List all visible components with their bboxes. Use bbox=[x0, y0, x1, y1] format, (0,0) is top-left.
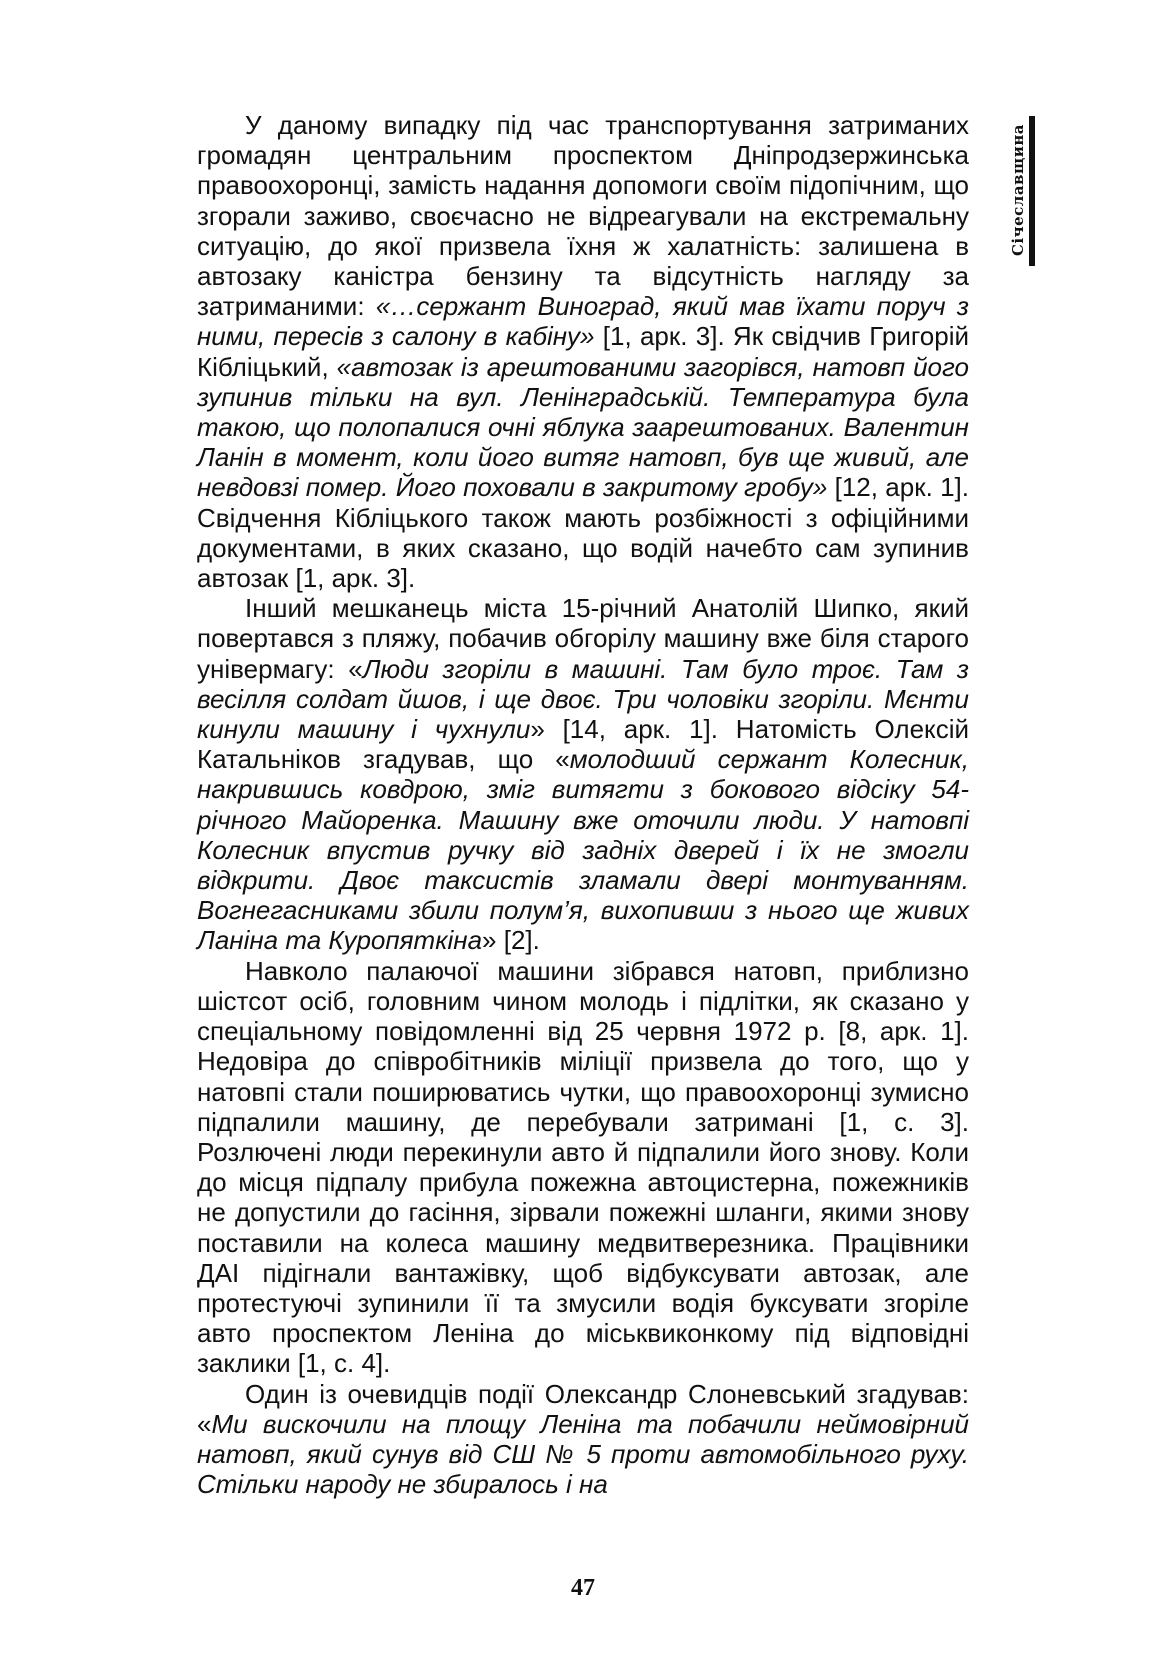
quote-run: «…сержант Виноград, який мав їхати поруч з ними, пересів з салону в кабіну» bbox=[197, 291, 970, 352]
text-run: » [2]. bbox=[482, 925, 540, 956]
text-run: Навколо палаючої машини зібрався натовп, приблизно шістсот осіб, головним чином молодь і підлітки, як сказано у спеціальному повідомленні від 25 червня 1972 р. [8, арк. 1]. Недовіра до співробітників міліції призвела до того, що у натовпі стали поширюватись чутки, що правоохоронці зумисно підпалили машину, де перебували затримані [1, с. 3]. Розлючені люди перекинули авто й підпалили його знову. Коли до місця підпалу прибула пожежна автоцистерна, пожежників не допустили до гасіння, зірвали пожежні шланги, якими знову поставили на колеса машину медвитверезника. Працівники ДАІ підігнали вантажівку, щоб відбуксувати автозак, але протестуючі зупинили її та змусили водія буксувати згоріле авто проспектом Леніна до міськвиконкому під відповідні заклики [1, с. 4]. bbox=[197, 955, 969, 1379]
page-number: 47 bbox=[571, 1575, 595, 1601]
quote-run: Ми вискочили на площу Леніна та побачили неймовірний натовп, який сунув від СШ № 5 проти автомобільного руху. Стільки народу не збиралось і на bbox=[197, 1408, 969, 1500]
text-run: [1, арк. 3]. Як свідчив Григорій Кібліцький, bbox=[197, 321, 969, 382]
article-body bbox=[197, 110, 969, 1499]
paragraph-4 bbox=[197, 1379, 969, 1500]
paragraph-2 bbox=[197, 593, 969, 955]
text-run: Один із очевидців події Олександр Слоневський згадував: « bbox=[197, 1378, 969, 1439]
quote-run: молодший сержант Колесник, накрившись ковдрою, зміг витягти з бокового відсіку 54-річного Майоренка. Машину вже оточили люди. У натовпі Колесник впустив ручку від задніх дверей і їх не змогли відкрити. Двоє таксистів зламали двері монтуванням. Вогнегасниками збили полум’я, вихопивши з нього ще живих Ланіна та Куропяткіна bbox=[197, 744, 969, 956]
quote-run: Люди згоріли в машині. Там було троє. Там з весілля солдат йшов, і ще двоє. Три чоловіки згоріли. Мєнти кинули машину і чухнули bbox=[197, 653, 969, 745]
quote-run: «автозак із арештованими загорівся, натовп його зупинив тільки на вул. Ленінградській. Температура була такою, що полопалися очні яблука заарештованих. Валентин Ланін в момент, коли його витяг натовп, був ще живий, але невдовзі помер. Його поховали в закритому гробу» bbox=[197, 351, 969, 503]
text-run: » [14, арк. 1]. Натомість Олексій Катальніков згадував, що « bbox=[197, 714, 969, 775]
text-run: Інший мешканець міста 15-річний Анатолій Шипко, який повертався з пляжу, побачив обгорілу машину вже біля старого універмагу: « bbox=[197, 593, 969, 684]
paragraph-3 bbox=[197, 956, 969, 1379]
text-run: У даному випадку під час транспортування затриманих громадян центральним проспектом Дніпродзержинська правоохоронці, замість надання допомоги своїм підопічним, що згорали заживо, своєчасно не відреагували на екстремальну ситуацію, до якої призвела їхня ж халатність: залишена в автозаку каністра бензину та відсутність нагляду за затриманими: bbox=[197, 110, 969, 322]
paragraph-1 bbox=[197, 110, 969, 593]
journal-masthead bbox=[1000, 116, 1046, 266]
masthead-bar bbox=[1029, 116, 1035, 266]
text-run: [12, арк. 1]. Свідчення Кібліцького також мають розбіжності з офіційними документами, в яких сказано, що водій начебто сам зупинив автозак [1, арк. 3]. bbox=[197, 472, 969, 594]
masthead-title: Січеславщина bbox=[1009, 123, 1027, 257]
